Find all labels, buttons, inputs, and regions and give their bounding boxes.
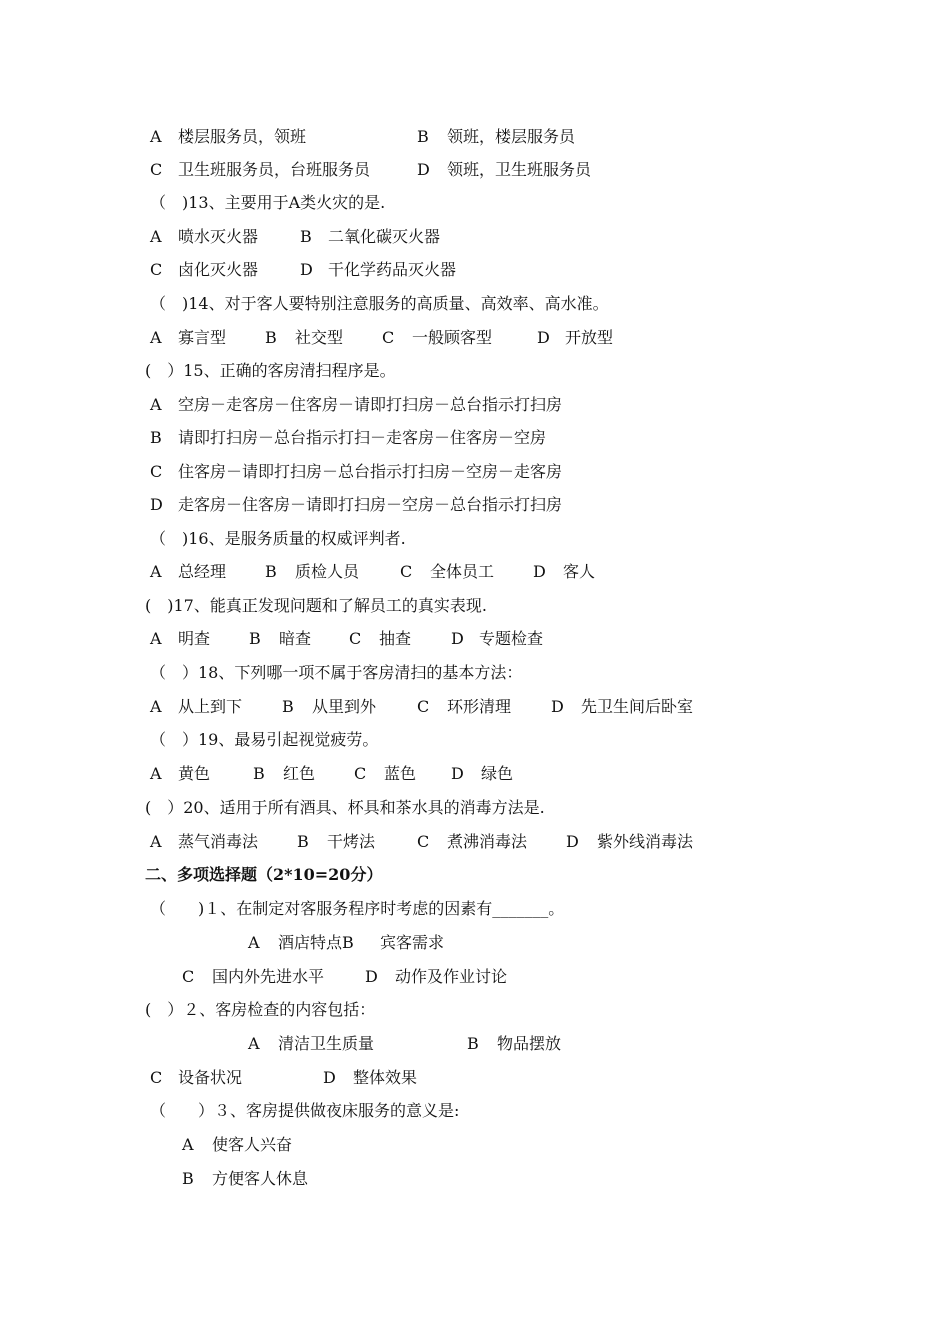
option-text: 从里到外 — [312, 697, 377, 716]
option-text: 明查 — [178, 629, 211, 648]
line-text: ( ）２、客房检查的内容包括： — [145, 1000, 376, 1019]
option-letter: C — [354, 764, 367, 783]
option-text: 质检人员 — [295, 562, 360, 581]
option-text: 喷水灭火器 — [178, 227, 259, 246]
option-letter: D — [533, 562, 546, 581]
option-letter: D — [451, 629, 464, 648]
option-text: 总经理 — [178, 562, 227, 581]
option-text: 方便客人休息 — [212, 1169, 309, 1188]
option-text: 请即打扫房－总台指示打扫－走客房－住客房－空房 — [178, 428, 547, 447]
line-text: ( ）15、正确的客房清扫程序是。 — [145, 361, 396, 380]
option-text: 空房－走客房－住客房－请即打扫房－总台指示打扫房 — [178, 395, 563, 414]
line-text: ( ）20、适用于所有酒具、杯具和茶水具的消毒方法是. — [145, 798, 545, 817]
option-text: 设备状况 — [178, 1068, 243, 1087]
option-letter: B — [182, 1169, 194, 1188]
line-text: 二、多项选择题（2*10=20分） — [145, 865, 383, 884]
option-text: 领班，楼层服务员 — [447, 127, 576, 146]
line-text: （ )14、对于客人要特别注意服务的高质量、高效率、高水准。 — [150, 294, 609, 313]
option-text: 专题检查 — [479, 629, 544, 648]
option-text: 走客房－住客房－请即打扫房－空房－总台指示打扫房 — [178, 495, 563, 514]
option-text: 二氧化碳灭火器 — [328, 227, 441, 246]
option-text: 紫外线消毒法 — [597, 832, 694, 851]
option-letter: C — [400, 562, 413, 581]
line-text: （ )13、主要用于A类火灾的是. — [150, 193, 386, 212]
option-letter: D — [451, 764, 464, 783]
line-text: （ ）19、最易引起视觉疲劳。 — [150, 730, 379, 749]
option-text: 社交型 — [295, 328, 344, 347]
option-text: 清洁卫生质量 — [278, 1034, 375, 1053]
line-text: （ ）３、客房提供做夜床服务的意义是: — [150, 1101, 460, 1120]
option-letter: A — [150, 562, 162, 581]
option-text: 国内外先进水平 — [212, 967, 325, 986]
option-letter: C — [417, 832, 430, 851]
option-letter: C — [349, 629, 362, 648]
option-text: 卫生班服务员，台班服务员 — [178, 160, 371, 179]
line-text: （ )16、是服务质量的权威评判者. — [150, 529, 406, 548]
option-text: 整体效果 — [353, 1068, 418, 1087]
option-letter: D — [300, 260, 313, 279]
option-text: 全体员工 — [430, 562, 495, 581]
option-letter: D — [365, 967, 378, 986]
option-letter: D — [537, 328, 550, 347]
option-text: 抽查 — [379, 629, 412, 648]
option-letter: A — [150, 227, 162, 246]
option-text: 先卫生间后卧室 — [581, 697, 694, 716]
option-letter: A — [150, 127, 162, 146]
option-letter: B — [297, 832, 309, 851]
option-text: 干烤法 — [327, 832, 376, 851]
option-letter: A — [248, 1034, 260, 1053]
option-letter: B — [282, 697, 294, 716]
option-letter: D — [323, 1068, 336, 1087]
option-text: 寡言型 — [178, 328, 227, 347]
option-letter: B — [249, 629, 261, 648]
option-letter: A — [150, 832, 162, 851]
option-letter: D — [417, 160, 430, 179]
option-text: 客人 — [563, 562, 596, 581]
option-text: 住客房－请即打扫房－总台指示打扫房－空房－走客房 — [178, 462, 563, 481]
option-letter: B — [150, 428, 162, 447]
option-letter: B — [265, 328, 277, 347]
option-text: 从上到下 — [178, 697, 243, 716]
option-text: 黄色 — [178, 764, 211, 783]
option-text: 开放型 — [565, 328, 614, 347]
option-text: 一般顾客型 — [412, 328, 493, 347]
option-letter: C — [150, 260, 163, 279]
option-letter: A — [248, 933, 260, 952]
option-letter: D — [566, 832, 579, 851]
option-text: 暗查 — [279, 629, 312, 648]
line-text: （ )１、在制定对客服务程序时考虑的因素有_______。 — [150, 899, 565, 918]
option-letter: D — [150, 495, 163, 514]
line-text: ( )17、能真正发现问题和了解员工的真实表现. — [145, 596, 487, 615]
option-letter: B — [253, 764, 265, 783]
option-text: 酒店特点B — [278, 933, 354, 952]
option-letter: C — [417, 697, 430, 716]
option-text: 蒸气消毒法 — [178, 832, 259, 851]
option-text: 红色 — [283, 764, 316, 783]
option-letter: A — [150, 697, 162, 716]
option-letter: A — [150, 328, 162, 347]
option-letter: C — [150, 1068, 163, 1087]
option-letter: B — [300, 227, 312, 246]
option-text: 蓝色 — [384, 764, 417, 783]
option-letter: C — [182, 967, 195, 986]
option-letter: C — [382, 328, 395, 347]
option-letter: B — [467, 1034, 479, 1053]
option-letter: B — [265, 562, 277, 581]
option-letter: A — [150, 395, 162, 414]
line-text: （ ）18、下列哪一项不属于客房清扫的基本方法： — [150, 663, 523, 682]
option-text: 干化学药品灭火器 — [328, 260, 457, 279]
option-text: 煮沸消毒法 — [447, 832, 528, 851]
option-letter: A — [182, 1135, 194, 1154]
option-text: 环形清理 — [447, 697, 512, 716]
option-letter: A — [150, 629, 162, 648]
option-letter: 宾客需求 — [380, 933, 445, 952]
option-letter: B — [417, 127, 429, 146]
option-text: 使客人兴奋 — [212, 1135, 293, 1154]
option-text: 楼层服务员，领班 — [178, 127, 307, 146]
option-letter: C — [150, 462, 163, 481]
option-text: 物品摆放 — [497, 1034, 562, 1053]
option-text: 绿色 — [481, 764, 514, 783]
option-letter: D — [551, 697, 564, 716]
option-letter: A — [150, 764, 162, 783]
option-letter: C — [150, 160, 163, 179]
option-text: 卤化灭火器 — [178, 260, 259, 279]
option-text: 领班，卫生班服务员 — [447, 160, 592, 179]
option-text: 动作及作业讨论 — [395, 967, 508, 986]
